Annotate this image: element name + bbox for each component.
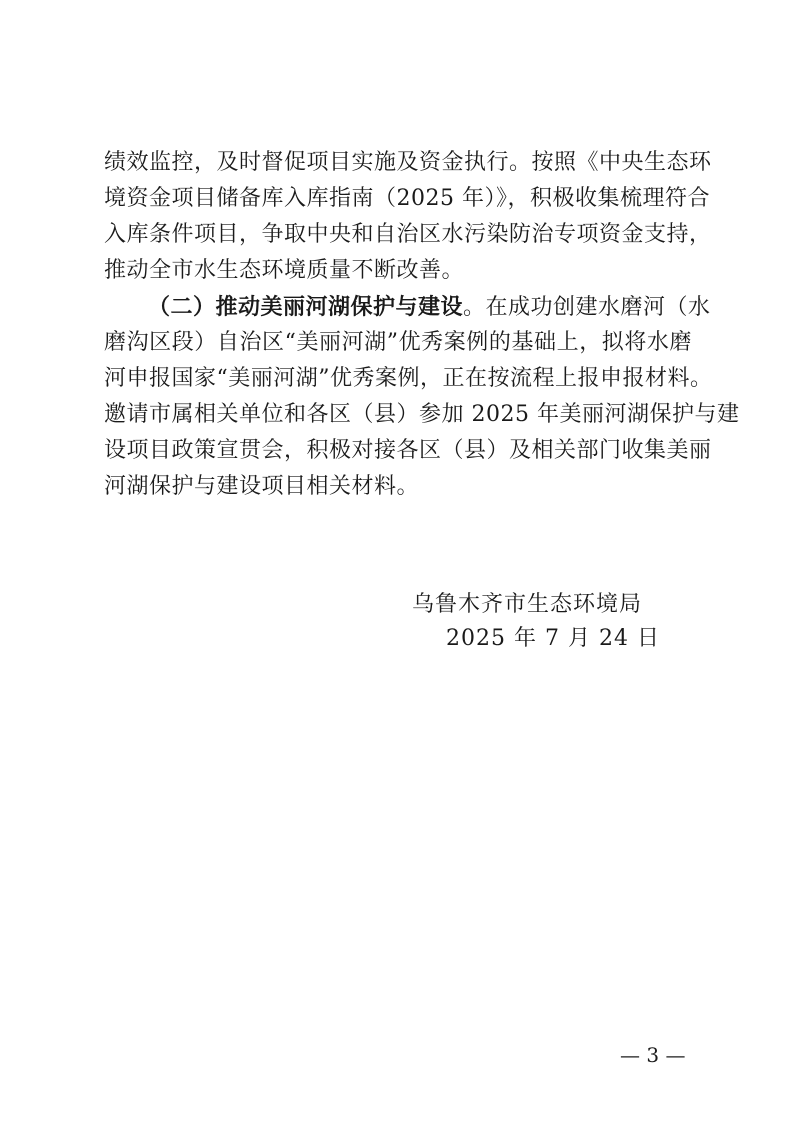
signature-organization: 乌鲁木齐市生态环境局 (412, 592, 643, 617)
paragraph-2-line-4: 邀请市属相关单位和各区（县）参加 2025 年美丽河湖保护与建 (104, 402, 740, 427)
section-heading: （二）推动美丽河湖保护与建设 (148, 294, 464, 320)
paragraph-1-line-1: 绩效监控，及时督促项目实施及资金执行。按照《中央生态环 (104, 150, 712, 175)
paragraph-2-line-1-text: 。在成功创建水磨河（水 (463, 295, 711, 320)
paragraph-1-line-3: 入库条件项目，争取中央和自治区水污染防治专项资金支持， (104, 222, 712, 247)
paragraph-2-line-3: 河申报国家“美丽河湖”优秀案例，正在按流程上报申报材料。 (104, 366, 713, 391)
paragraph-2-line-1 (148, 290, 711, 324)
paragraph-1-line-4: 推动全市水生态环境质量不断改善。 (104, 258, 465, 283)
signature-date: 2025 年 7 月 24 日 (446, 626, 660, 651)
paragraph-2-line-6: 河湖保护与建设项目相关材料。 (104, 474, 420, 499)
page-number: — 3 — (620, 1043, 686, 1067)
paragraph-2-line-2: 磨沟区段）自治区“美丽河湖”优秀案例的基础上，拟将水磨 (104, 330, 692, 355)
paragraph-1-line-2: 境资金项目储备库入库指南（2025 年）》，积极收集梳理符合 (104, 186, 710, 211)
paragraph-2-line-5: 设项目政策宣贯会，积极对接各区（县）及相关部门收集美丽 (104, 438, 712, 463)
